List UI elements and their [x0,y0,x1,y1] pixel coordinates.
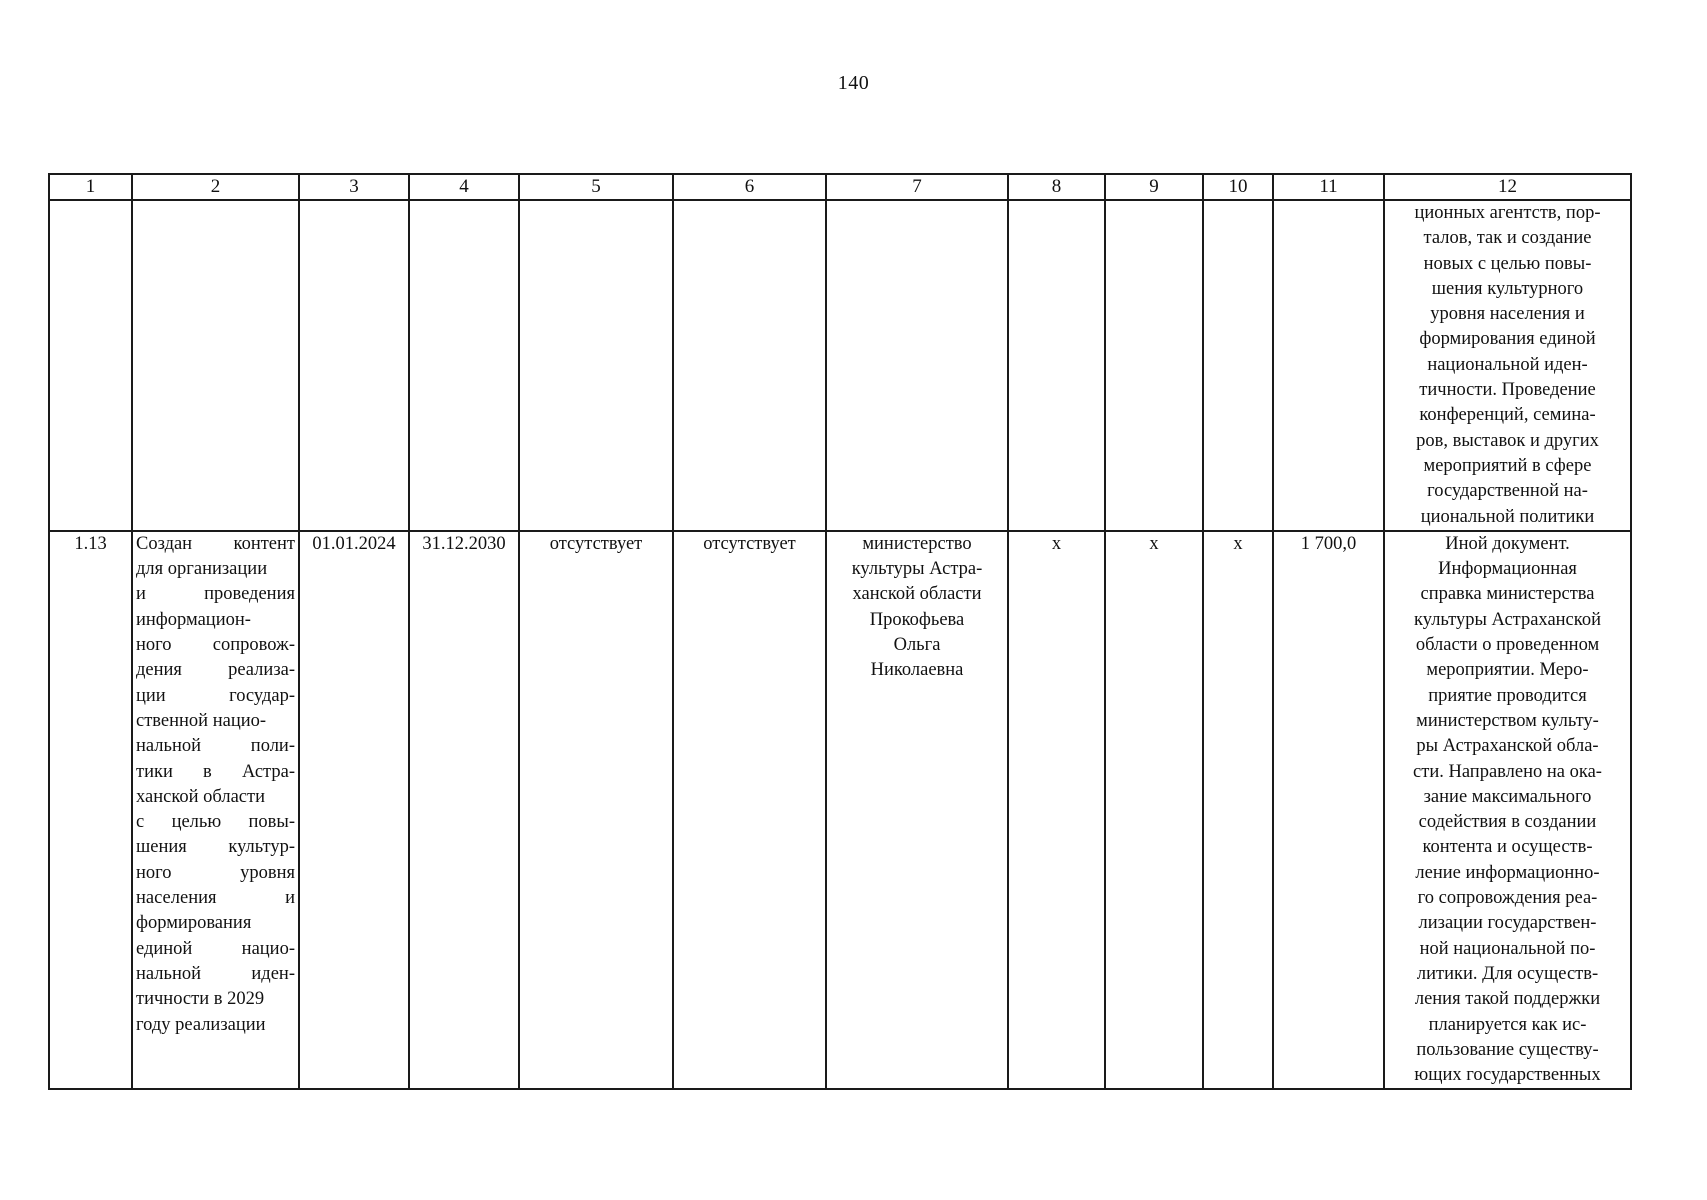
activity-name-line: для организации [136,559,268,580]
activity-name-word: в [203,761,212,782]
description-line: планируется как ис- [1428,1014,1587,1035]
empty-cell [299,200,409,531]
activity-name-word: единой [136,938,193,959]
activity-name-word: населения [136,888,217,909]
empty-cell [1105,200,1203,531]
empty-cell [519,200,673,531]
responsible-line: Прокофьева [869,609,965,630]
description-line: конференций, семина- [1419,405,1596,426]
description-line: уровня населения и [1430,304,1585,325]
empty-cell [409,200,519,531]
responsible-line: Ольга [893,635,941,656]
col6-value: отсутствует [673,531,826,1090]
description-line: ющих государственных [1414,1065,1601,1086]
description-line: ры Астраханской обла- [1416,736,1599,757]
activity-name-word: нацио- [241,938,295,959]
col9-value: x [1105,531,1203,1090]
activity-name-word: ции [136,685,166,706]
activity-name-line: информацион- [136,609,251,630]
description-line: формирования единой [1419,329,1596,350]
activity-name-word: реализа- [228,660,295,681]
activity-name-line: ханской области [136,786,265,807]
activity-name-word: и [136,584,146,605]
activity-name-word: государ- [229,685,295,706]
header-cell: 3 [299,174,409,200]
empty-cell [1203,200,1273,531]
responsible-line: ханской области [852,584,982,605]
activity-name-word: Создан [136,533,193,554]
header-cell: 12 [1384,174,1631,200]
description-line: мероприятий в сфере [1423,455,1592,476]
activity-name-line [136,684,295,709]
activity-name-word: шения [136,837,187,858]
activity-name-line [136,861,295,886]
header-row [49,174,1631,200]
funding-amount: 1 700,0 [1273,531,1384,1090]
row-number: 1.13 [49,531,132,1090]
activity-name-line: году реализации [136,1014,266,1035]
description-line: справка министерства [1420,584,1595,605]
col5-value: отсутствует [519,531,673,1090]
activity-name-word: нальной [136,963,201,984]
activity-name-line: формирования [136,913,252,934]
activity-name-word: уровня [240,862,295,883]
activity-name-word: целью [171,812,222,833]
activity-name-line [136,658,295,683]
description-line: новых с целью повы- [1423,253,1592,274]
header-cell: 9 [1105,174,1203,200]
continuation-description [1384,200,1631,531]
description-line: циональной политики [1420,506,1595,527]
activity-name-line: ственной нацио- [136,710,267,731]
activity-name-word: иден- [251,963,295,984]
description-line: мероприятии. Меро- [1426,660,1589,681]
activity-name-word: проведения [204,584,295,605]
responsible-line: культуры Астра- [851,559,983,580]
description-line: контента и осуществ- [1422,837,1593,858]
responsible-line: Николаевна [870,660,964,681]
activity-name-word: нальной [136,736,201,757]
description-line: Иной документ. [1445,533,1570,554]
result-description [1384,531,1631,1090]
header-cell: 10 [1203,174,1273,200]
description-line: шения культурного [1431,278,1584,299]
activity-name-line [136,810,295,835]
description-line: области о проведенном [1415,635,1600,656]
table-row [49,531,1631,1090]
activity-name-word: с [136,812,145,833]
activity-name-word: дения [136,660,182,681]
col10-value: x [1203,531,1273,1090]
description-line: ционных агентств, пор- [1414,203,1601,223]
activity-name-word: поли- [250,736,295,757]
continuation-row [49,200,1631,531]
description-line: тичности. Проведение [1419,380,1596,401]
activity-name-word: контент [233,533,295,554]
description-line: зание максимального [1423,786,1592,807]
empty-cell [826,200,1008,531]
activity-name-word: повы- [248,812,295,833]
page-number: 140 [837,72,870,94]
header-cell: 7 [826,174,1008,200]
description-line: пользование существу- [1416,1039,1599,1060]
col8-value: x [1008,531,1105,1090]
activity-name-line [136,582,295,607]
description-line: национальной иден- [1427,354,1588,375]
header-cell: 5 [519,174,673,200]
description-line: литики. Для осуществ- [1416,963,1599,984]
header-cell: 8 [1008,174,1105,200]
header-cell: 2 [132,174,299,200]
activity-name-line: тичности в 2029 [136,989,265,1010]
description-line: Информационная [1438,559,1577,580]
empty-cell [1273,200,1384,531]
activity-name-line [136,835,295,860]
end-date: 31.12.2030 [409,531,519,1090]
activity-name-line [136,962,295,987]
header-cell: 6 [673,174,826,200]
activity-name-word: тики [136,761,173,782]
empty-cell [1008,200,1105,531]
description-line: го сопровождения реа- [1417,888,1598,909]
header-cell: 1 [49,174,132,200]
description-line: лизации государствен- [1418,913,1597,934]
start-date: 01.01.2024 [299,531,409,1090]
description-line: министерством культу- [1416,710,1599,731]
activity-name-line [136,937,295,962]
empty-cell [673,200,826,531]
activity-name-line [136,532,295,557]
description-line: талов, так и создание [1423,228,1592,249]
header-cell: 4 [409,174,519,200]
activity-name-word: ного [136,862,172,883]
activity-name-word: ного [136,635,172,656]
activity-name-word: сопровож- [212,635,295,656]
description-line: ров, выставок и других [1416,430,1599,451]
empty-cell [132,200,299,531]
activity-name [132,531,299,1090]
description-line: ление информационно- [1415,862,1600,883]
activity-name-line [136,760,295,785]
description-line: ления такой поддержки [1414,989,1601,1010]
description-line: сти. Направлено на ока- [1413,761,1602,782]
responsible-executor [826,531,1008,1090]
activity-name-word: и [285,888,295,909]
activities-table [48,173,1632,1090]
activity-name-line [136,734,295,759]
description-line: государственной на- [1427,481,1588,502]
description-line: приятие проводится [1428,685,1587,706]
header-cell: 11 [1273,174,1384,200]
description-line: ной национальной по- [1419,938,1596,959]
activity-name-word: Астра- [241,761,295,782]
responsible-line: министерство [862,533,972,554]
activity-name-line [136,886,295,911]
activity-name-word: культур- [228,837,295,858]
activity-name-line [136,633,295,658]
empty-cell [49,200,132,531]
description-line: культуры Астраханской [1414,609,1601,630]
description-line: содействия в создании [1418,812,1597,833]
